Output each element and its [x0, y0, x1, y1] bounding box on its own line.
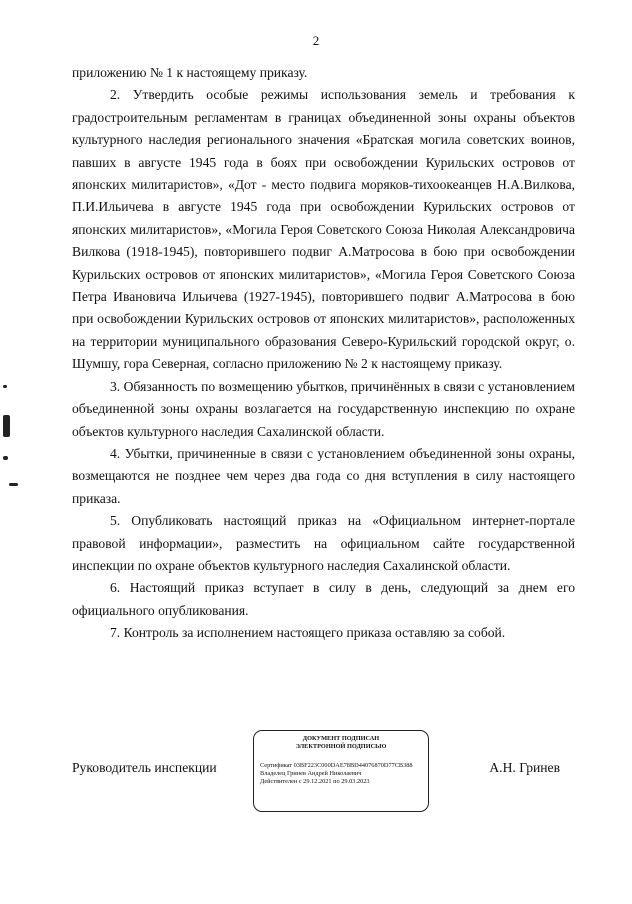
stamp-owner: Владелец Гринев Андрей Николаевич — [260, 769, 362, 777]
scan-artifact — [3, 456, 8, 460]
stamp-header-line1: ДОКУМЕНТ ПОДПИСАН — [302, 735, 380, 742]
signer-title: Руководитель инспекции — [72, 760, 217, 775]
scan-artifact — [3, 415, 10, 437]
paragraph-continuation: приложению № 1 к настоящему приказу. — [72, 65, 308, 80]
paragraph-3: 3. Обязанность по возмещению убытков, причинённых в связи с установлением объединенной зоны охраны возлагается на государственную инспекцию по охране объектов культурного наследия Сахалинской области. — [72, 378, 575, 439]
paragraph-5: 5. Опубликовать настоящий приказ на «Официальном интернет-портале правовой информации», разместить на официальном сайте государственной инспекции по охране объектов культурного наследия Сахалинской области. — [72, 513, 575, 573]
page-number: 2 — [312, 33, 320, 48]
stamp-certificate: Сертификат 03BF223C000DAE78BD44076870D77CB388 — [260, 761, 413, 769]
scan-artifact — [3, 385, 7, 388]
paragraph-2: 2. Утвердить особые режимы использования земель и требования к градостроительным регламентам в границах объединенной зоны охраны объектов культурного наследия регионального значения «Братская могила советских воинов, павших в августе 1945 года в боях при освобождении Курильских островов от японских милитаристов», «Дот - место подвига моряков-тихоокеанцев Н.А.Вилкова, П.И.Ильичева в августе 1945 года при освобождении Курильских островов от японских милитаристов», «Могила Героя Советского Союза Николая Александровича Вилкова (1918-1945), повторившего подвиг А.Матросова в бою при освобождении Курильских островов от японских милитаристов», «Могила Героя Советского Союза Петра Ивановича Ильичева (1927-1945), повторившего подвиг А.Матросова в бою при освобождении Курильских островов от японских милитаристов», расположенных на территории муниципального образования Северо-Курильский городской округ, о. Шумшу, гора Северная, согласно приложению № 2 к настоящему приказу. — [72, 87, 575, 372]
paragraph-4: 4. Убытки, причиненные в связи с установлением объединенной зоны охраны, возмещаются не позднее чем через два года со дня вступления в силу настоящего приказа. — [72, 445, 575, 506]
stamp-header-line2: ЭЛЕКТРОННОЙ ПОДПИСЬЮ — [295, 743, 387, 751]
scan-artifact — [9, 483, 18, 486]
electronic-signature-stamp — [253, 730, 429, 812]
signer-name: А.Н. Гринев — [489, 760, 560, 775]
stamp-validity: Действителен с 29.12.2021 по 29.03.2023 — [260, 778, 370, 786]
paragraph-7: 7. Контроль за исполнением настоящего приказа оставляю за собой. — [110, 625, 506, 641]
document-body — [72, 62, 575, 645]
signature-block — [72, 730, 575, 830]
paragraph-6: 6. Настоящий приказ вступает в силу в день, следующий за днем его официального опубликования. — [72, 580, 575, 618]
